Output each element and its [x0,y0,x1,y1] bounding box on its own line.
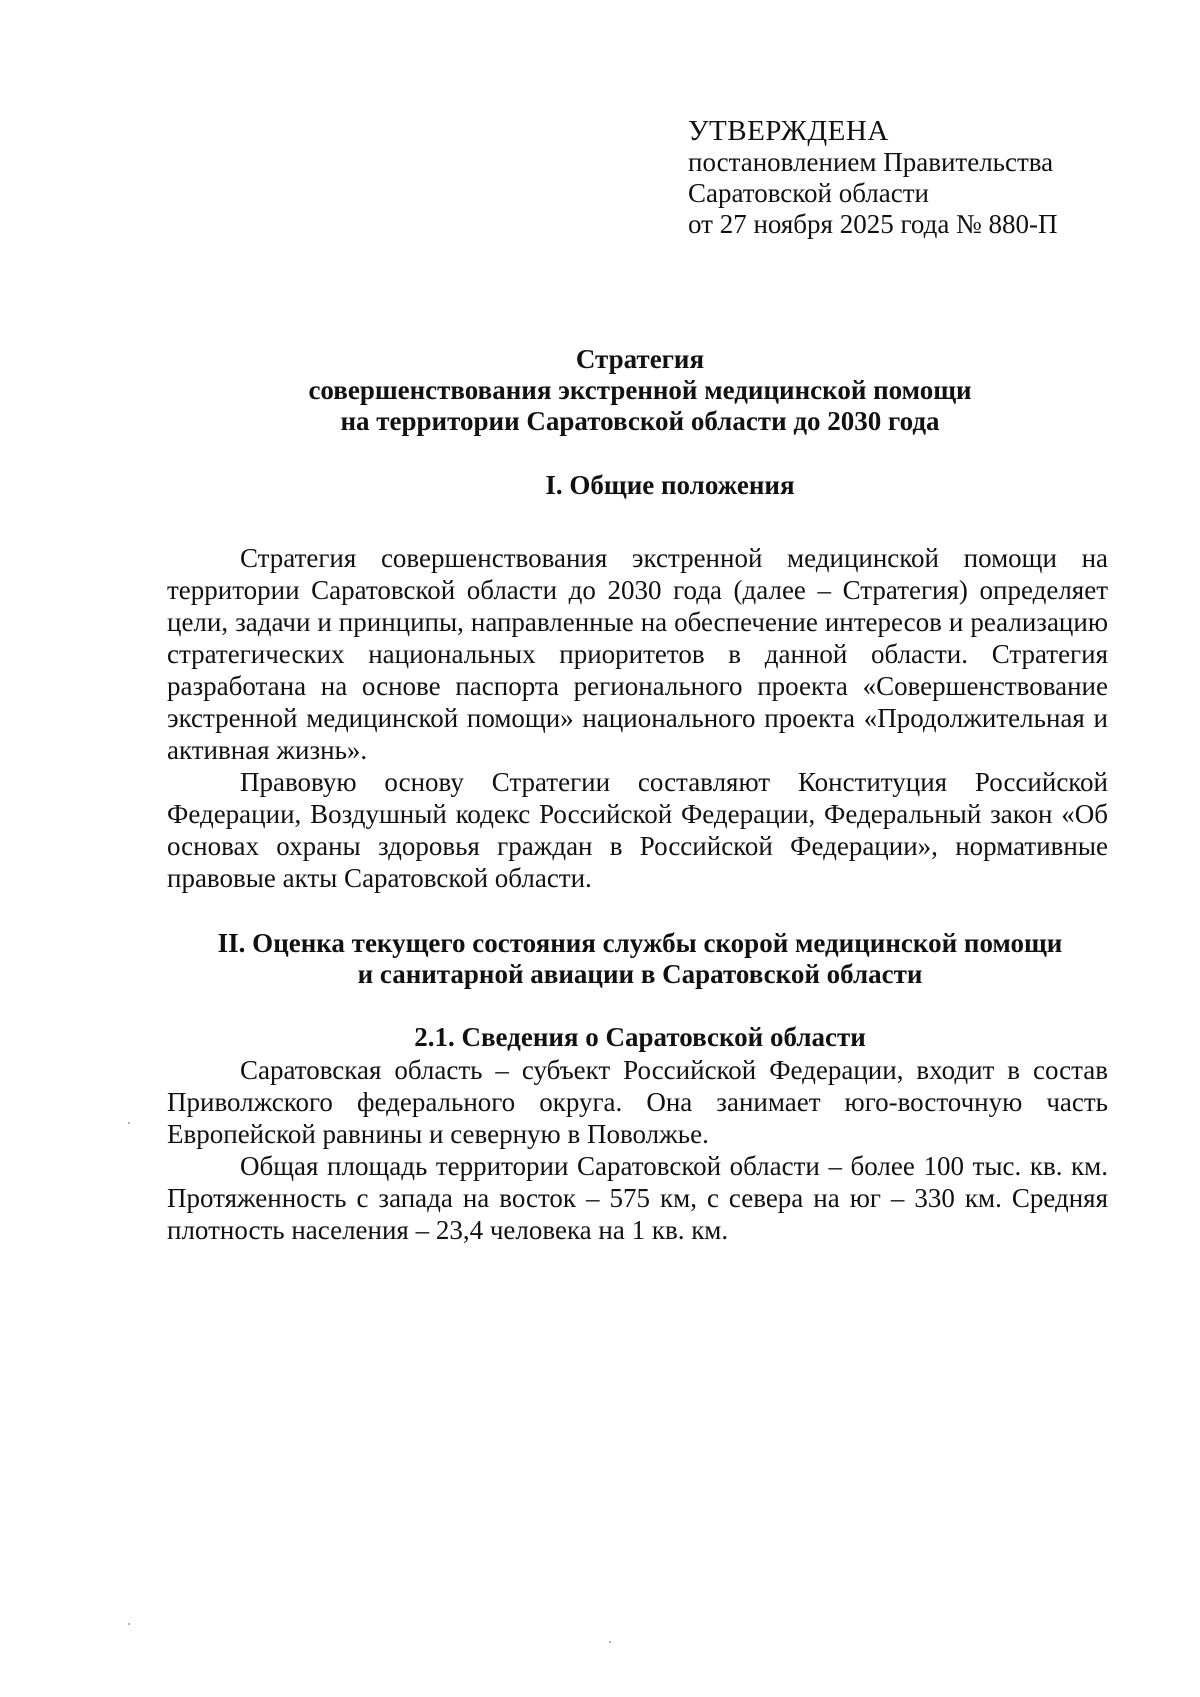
subsection-2-1-paragraph: Саратовская область – субъект Российской Федерации, входит в состав Приволжского федерального округа. Она занимает юго-восточную часть Европейской равнины и северную в Поволжье. [167,1055,1108,1149]
title-line-2: совершенствования экстренной медицинской помощи [308,375,972,405]
title-line-1: Стратегия [575,344,705,374]
section-1-paragraph: Стратегия совершенствования экстренной медицинской помощи на территории Саратовской области до 2030 года (далее – Стратегия) определяет цели, задачи и принципы, направленные на обеспечение интересов и реализацию стратегических национальных приоритетов в данной области. Стратегия разработана на основе паспорта регионального проекта «Совершенствование экстренной медицинской помощи» национального проекта «Продолжительная и активная жизнь». [167,543,1108,765]
subsection-2-1-body [167,1054,1108,1246]
section-2-heading [150,928,1130,990]
section-1-heading: I. Общие положения [545,470,795,500]
approval-stamp-block [688,116,1058,240]
approval-line-date: от 27 ноября 2025 года № 880-П [688,209,1058,239]
approval-line-region: Саратовской области [688,178,929,208]
scan-speck [609,1641,611,1643]
document-title [160,344,1120,437]
subsection-2-1-paragraph: Общая площадь территории Саратовской области – более 100 тыс. кв. км. Протяженность с запада на восток – 575 км, с севера на юг – 330 км. Средняя плотность населения – 23,4 человека на 1 кв. км. [167,1151,1108,1245]
section-1-paragraph: Правовую основу Стратегии составляют Конституция Российской Федерации, Воздушный кодекс Российской Федерации, Федеральный закон «Об основах охраны здоровья граждан в Российской Федерации», нормативные правовые акты Саратовской области. [167,767,1108,893]
scan-speck [128,1623,130,1625]
section-2-heading-line-1: II. Оценка текущего состояния службы скорой медицинской помощи [217,928,1063,958]
section-1-body [167,542,1108,894]
approval-stamp-title: УТВЕРЖДЕНА [688,115,889,147]
scan-speck [128,1122,130,1124]
approval-line-decree: постановлением Правительства [688,147,1054,177]
section-2-heading-line-2: и санитарной авиации в Саратовской области [357,959,923,989]
subsection-2-1-heading: 2.1. Сведения о Саратовской области [414,1022,866,1052]
title-line-3: на территории Саратовской области до 2030 года [340,406,940,436]
